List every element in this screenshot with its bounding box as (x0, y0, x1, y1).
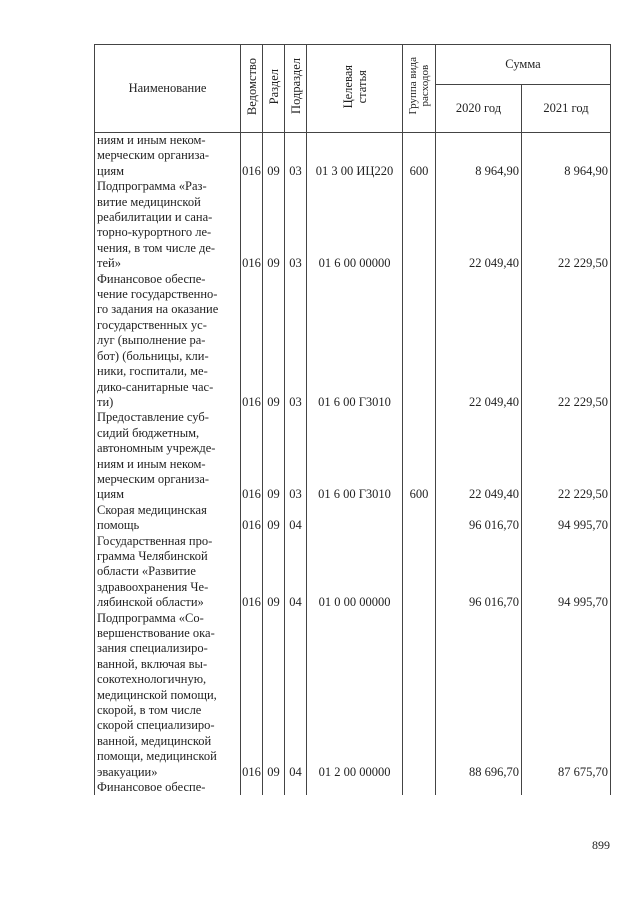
row-name (95, 534, 241, 611)
row-name-line: торно-курортного ле- (97, 225, 212, 240)
row-name-line: Предоставление суб- (97, 410, 209, 425)
row-vedomstvo: 016 (241, 179, 263, 271)
row-podrazdel: 03 (285, 133, 307, 180)
row-sum-2021: 22 229,50 (522, 410, 611, 502)
row-name-line: Финансовое обеспе- (97, 780, 206, 795)
row-name (95, 780, 241, 795)
row-name-line: ниям и иным неком- (97, 456, 206, 471)
header-summa: Сумма (436, 45, 611, 85)
row-name-line: ниям и иным неком- (97, 133, 206, 147)
table-row (95, 611, 611, 780)
row-razdel: 09 (263, 179, 285, 271)
row-name-line: зания специализиро- (97, 641, 208, 656)
row-name-line: здравоохранения Че- (97, 579, 209, 594)
row-name-line: медицинской помощи, (97, 687, 217, 702)
row-name-line: го задания на оказание (97, 302, 219, 317)
table-row (95, 410, 611, 502)
row-name-line: ванной, включая вы- (97, 656, 208, 671)
row-name-line: Финансовое обеспе- (97, 271, 206, 286)
row-name-line: Подпрограмма «Со- (97, 610, 204, 625)
row-name (95, 133, 241, 180)
row-name (95, 611, 241, 780)
row-name-line: сокотехнологичную, (97, 672, 207, 687)
row-tselevaya-statya: 01 6 00 00000 (307, 179, 403, 271)
row-podrazdel: 03 (285, 272, 307, 411)
header-tselevaya-statya: Целевая статья (307, 45, 403, 133)
row-gruppa-vida (403, 534, 436, 611)
row-name-line: ники, госпитали, ме- (97, 364, 208, 379)
row-sum-2021: 8 964,90 (522, 133, 611, 180)
row-vedomstvo: 016 (241, 534, 263, 611)
row-name-line: вершенствование ока- (97, 626, 215, 640)
row-name-line: помощь (97, 518, 140, 533)
row-name-line: государственных ус- (97, 317, 207, 332)
row-name-line: реабилитации и сана- (97, 210, 213, 225)
header-gruppa-vida-raskhodov: Группа вида расходов (403, 45, 436, 133)
row-sum-2021: 22 229,50 (522, 272, 611, 411)
budget-table (94, 44, 611, 795)
row-sum-2021: 94 995,70 (522, 503, 611, 534)
page-number: 899 (592, 838, 610, 852)
row-vedomstvo: 016 (241, 272, 263, 411)
row-name (95, 410, 241, 502)
row-sum-2020: 96 016,70 (436, 503, 522, 534)
row-gruppa-vida (403, 503, 436, 534)
row-razdel: 09 (263, 503, 285, 534)
row-podrazdel: 04 (285, 611, 307, 780)
row-name-line: мерческим организа- (97, 148, 210, 163)
row-podrazdel: 03 (285, 410, 307, 502)
row-podrazdel: 04 (285, 534, 307, 611)
row-vedomstvo (241, 780, 263, 795)
row-name-line: эвакуации» (97, 764, 158, 779)
row-name-line: помощи, медицинской (97, 749, 217, 764)
row-name-line: циям (97, 163, 125, 178)
row-tselevaya-statya: 01 2 00 00000 (307, 611, 403, 780)
row-sum-2021 (522, 780, 611, 795)
row-name-line: чения, в том числе де- (97, 240, 216, 255)
table-row (95, 503, 611, 534)
row-tselevaya-statya (307, 780, 403, 795)
row-name-line: витие медицинской (97, 194, 201, 209)
row-podrazdel: 03 (285, 179, 307, 271)
row-gruppa-vida (403, 272, 436, 411)
row-gruppa-vida (403, 179, 436, 271)
table-row (95, 179, 611, 271)
row-name-line: Скорая медицинская (97, 502, 207, 517)
row-name-line: сидий бюджетным, (97, 425, 200, 440)
row-vedomstvo: 016 (241, 503, 263, 534)
row-tselevaya-statya: 01 6 00 Г3010 (307, 272, 403, 411)
header-year-2020: 2020 год (436, 85, 522, 133)
row-razdel (263, 780, 285, 795)
row-sum-2020: 22 049,40 (436, 272, 522, 411)
header-podrazdel: Подраздел (285, 45, 307, 133)
row-name-line: ти) (97, 394, 114, 409)
row-sum-2021: 22 229,50 (522, 179, 611, 271)
row-name-line: лябинской области» (97, 595, 204, 610)
row-name-line: тей» (97, 256, 121, 271)
row-gruppa-vida: 600 (403, 410, 436, 502)
row-podrazdel: 04 (285, 503, 307, 534)
row-sum-2020: 96 016,70 (436, 534, 522, 611)
row-gruppa-vida (403, 780, 436, 795)
row-razdel: 09 (263, 272, 285, 411)
row-name-line: бот) (больницы, кли- (97, 348, 209, 363)
row-name-line: Подпрограмма «Раз- (97, 179, 207, 194)
row-name (95, 272, 241, 411)
row-name-line: грамма Челябинской (97, 548, 208, 563)
row-vedomstvo: 016 (241, 611, 263, 780)
row-tselevaya-statya (307, 503, 403, 534)
row-vedomstvo: 016 (241, 410, 263, 502)
row-name-line: чение государственно- (97, 287, 218, 302)
row-sum-2020 (436, 780, 522, 795)
row-sum-2021: 87 675,70 (522, 611, 611, 780)
row-tselevaya-statya: 01 6 00 Г3010 (307, 410, 403, 502)
row-gruppa-vida (403, 611, 436, 780)
row-tselevaya-statya: 01 3 00 ИЦ220 (307, 133, 403, 180)
row-sum-2020: 8 964,90 (436, 133, 522, 180)
row-gruppa-vida: 600 (403, 133, 436, 180)
row-razdel: 09 (263, 410, 285, 502)
row-razdel: 09 (263, 534, 285, 611)
row-name-line: дико-санитарные час- (97, 379, 214, 394)
table-row (95, 133, 611, 180)
row-name-line: ванной, медицинской (97, 733, 212, 748)
row-name-line: луг (выполнение ра- (97, 333, 206, 348)
row-name-line: скорой специализиро- (97, 718, 215, 733)
row-name-line: Государственная про- (97, 533, 213, 548)
header-vedomstvo: Ведомство (241, 45, 263, 133)
row-razdel: 09 (263, 133, 285, 180)
row-name-line: мерческим организа- (97, 471, 210, 486)
row-name-line: циям (97, 487, 125, 502)
table-row (95, 780, 611, 795)
header-year-2021: 2021 год (522, 85, 611, 133)
row-vedomstvo: 016 (241, 133, 263, 180)
table-row (95, 534, 611, 611)
header-razdel: Раздел (263, 45, 285, 133)
table-row (95, 272, 611, 411)
row-name (95, 503, 241, 534)
row-razdel: 09 (263, 611, 285, 780)
row-tselevaya-statya: 01 0 00 00000 (307, 534, 403, 611)
row-sum-2020: 22 049,40 (436, 410, 522, 502)
header-name: Наименование (95, 45, 241, 133)
row-sum-2020: 22 049,40 (436, 179, 522, 271)
row-name-line: скорой, в том числе (97, 703, 202, 718)
row-sum-2021: 94 995,70 (522, 534, 611, 611)
row-name-line: области «Развитие (97, 564, 196, 579)
row-name (95, 179, 241, 271)
row-sum-2020: 88 696,70 (436, 611, 522, 780)
row-podrazdel (285, 780, 307, 795)
row-name-line: автономным учрежде- (97, 441, 216, 456)
